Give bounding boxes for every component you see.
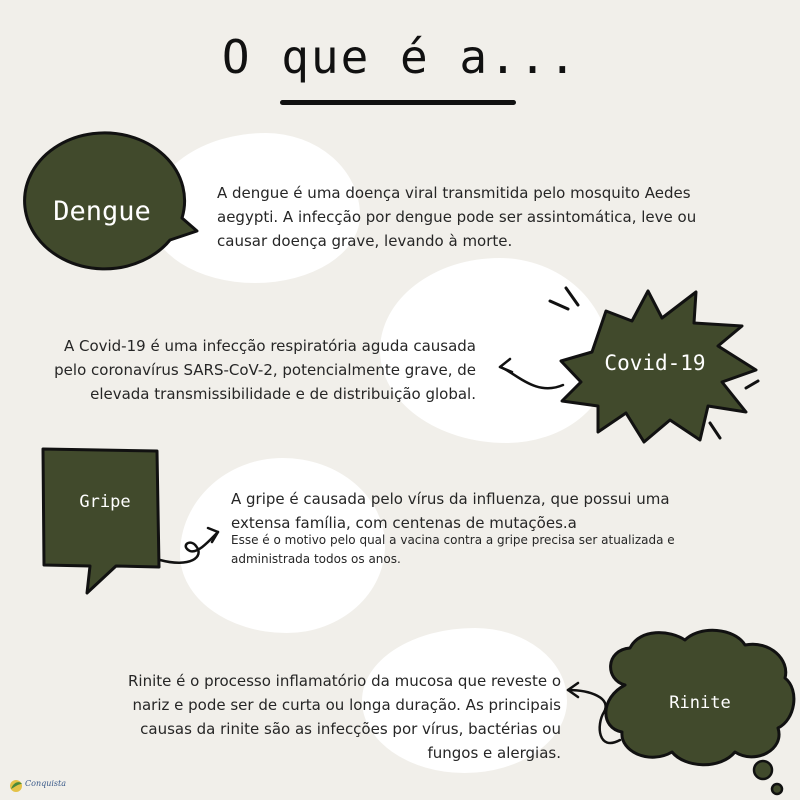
rinite-label: Rinite <box>669 693 731 713</box>
page-title: O que é a... <box>221 30 579 84</box>
rinite-description: Rinite é o processo inflamatório da mucosa que reveste o nariz e pode ser de curta ou longa duração. As principais causas da rinite são as infecções por vírus, bactérias ou fungos e alergias. <box>128 672 561 762</box>
dengue-label: Dengue <box>53 196 151 227</box>
covid-description: A Covid-19 é uma infecção respiratória aguda causada pelo coronavírus SARS-CoV-2, potencialmente grave, de elevada transmissibilidade e de distribuição global. <box>54 337 476 403</box>
dengue-description: A dengue é uma doença viral transmitida pelo mosquito Aedes aegypti. A infecção por dengue pode ser assintomática, leve ou causar doença grave, levando à morte. <box>217 184 697 250</box>
logo-text: Conquista <box>25 779 67 788</box>
gripe-subtext: Esse é o motivo pelo qual a vacina contra a gripe precisa ser atualizada e administrada todos os anos. <box>231 533 675 566</box>
covid-label: Covid-19 <box>604 351 706 375</box>
gripe-label: Gripe <box>79 492 131 512</box>
leaf-logo-icon <box>8 778 24 794</box>
gripe-description: A gripe é causada pelo vírus da influenza, que possui uma extensa família, com centenas de mutações.a <box>231 490 670 532</box>
logo <box>8 776 68 796</box>
